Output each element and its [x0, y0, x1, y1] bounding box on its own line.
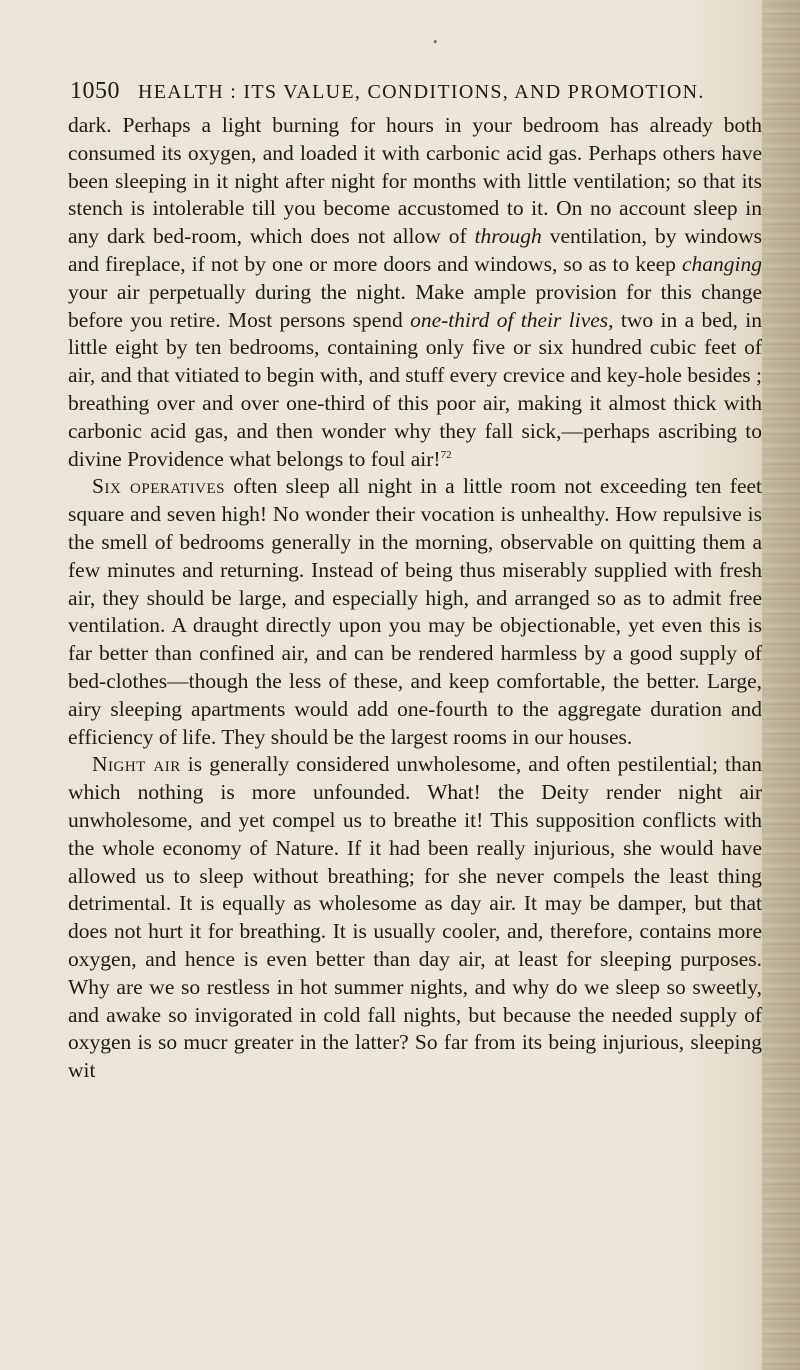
running-header [70, 78, 760, 112]
text-run: your air perpetually during the night. Make ample provision for this change before you retire. Most persons spend [68, 279, 762, 332]
page-ornament: • [432, 36, 439, 49]
text-run: ventilation, by windows and fireplace, if not by one or more doors and windows, so as to keep [68, 224, 762, 276]
italic-run: changing [681, 251, 762, 276]
text-run: dark. Perhaps a light burning for hours in your bedroom has already both consumed its oxygen, and loaded it with carbonic acid gas. Perhaps others have been sleeping in it night after night for months with little ventilation; so that its stench is intolerable till you become accustomed to it. On no account sleep in any dark bed-room, which does not allow of [68, 113, 762, 249]
body-text [68, 112, 762, 1085]
page-binding-edge [762, 0, 800, 1370]
paragraph-1 [68, 112, 762, 473]
text-run: is generally considered unwholesome, and often pestilential; than which nothing is more unfounded. What! the Deity render night air unwholesome, and yet compel us to breathe it! This supposition conflicts with the whole economy of Nature. If it had been really injurious, she would have allowed us to sleep without breathing; for she never compels the least thing detrimental. It is equally as wholesome as day air. It may be damper, but that does not hurt it for breathing. It is usually cooler, and, therefore, contains more oxygen, and hence is even better than day air, at least for sleeping purposes. Why are we so restless in hot summer nights, and why do we sleep so sweetly, and awake so invigorated in cold fall nights, but because the needed supply of oxygen is so mucr greater in the latter? So far from its being injurious, sleeping wit [68, 752, 762, 1083]
small-caps-lead: Night air [92, 752, 181, 777]
italic-run: through [474, 224, 542, 249]
text-run: two in a bed, in little eight by ten bedrooms, containing only five or six hundred cubic feet of air, and that vitiated to begin with, and stuff every crevice and key-hole besides ; breathing over and over one-third of this poor air, making it almost thick with carbonic acid gas, and then wonder why they fall sick,—perhaps ascribing to divine Providence what belongs to foul air! [68, 307, 762, 471]
italic-run: one-third of their lives, [410, 307, 614, 332]
paragraph-3 [68, 751, 762, 1085]
footnote-reference: 72 [440, 448, 452, 461]
small-caps-lead: Six operatives [92, 474, 226, 499]
paragraph-2 [68, 473, 762, 751]
running-header-title: HEALTH : ITS VALUE, CONDITIONS, AND PROMOTION. [138, 81, 705, 103]
text-run: often sleep all night in a little room not exceeding ten feet square and seven high! No wonder their vocation is unhealthy. How repulsive is the smell of bedrooms generally in the morning, observable on quitting them a few minutes and returning. Instead of being thus miserably supplied with fresh air, they should be large, and especially high, and arranged so as to admit free ventilation. A draught directly upon you may be objectionable, yet even this is far better than confined air, and can be rendered harmless by a good supply of bed-clothes—though the less of these, and keep comfortable, the better. Large, airy sleeping apartments would add one-fourth to the aggregate duration and efficiency of life. They should be the largest rooms in our houses. [68, 474, 762, 749]
page-number: 1050 [70, 78, 120, 104]
